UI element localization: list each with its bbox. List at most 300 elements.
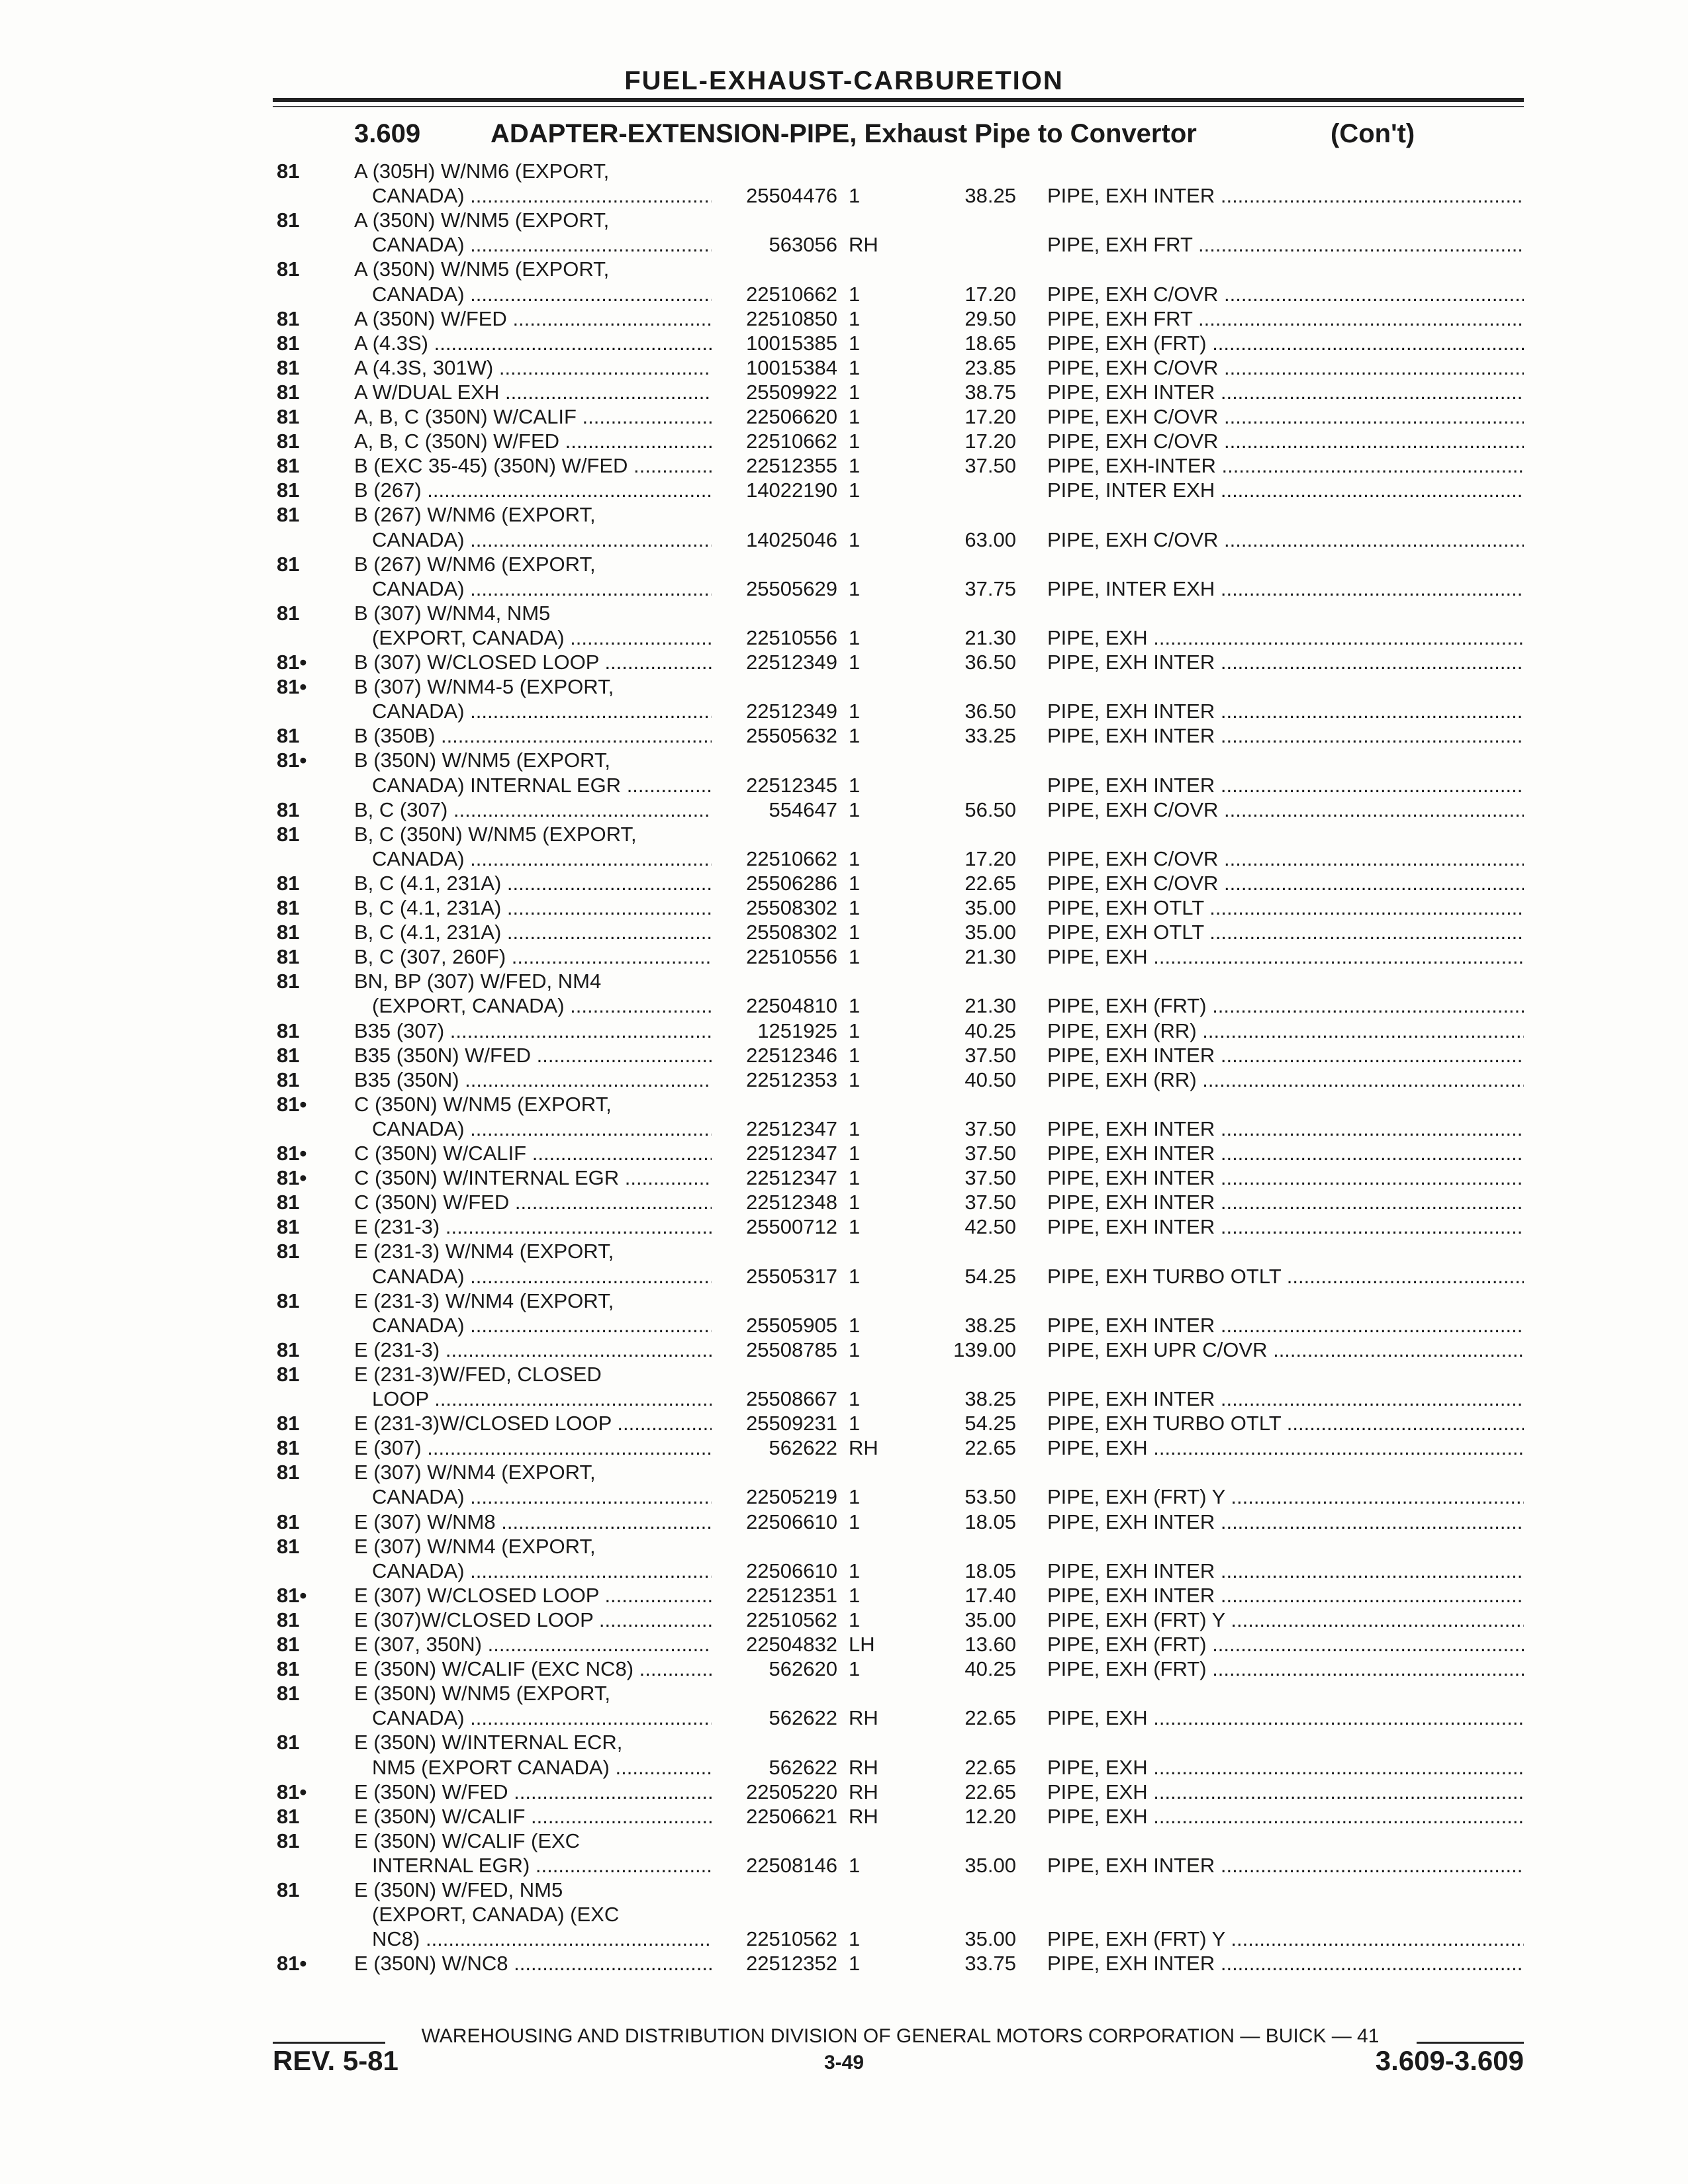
parts-row	[0, 576, 1688, 601]
parts-row	[0, 1927, 1688, 1951]
quantity: 1	[849, 626, 861, 649]
quantity: 1	[849, 921, 861, 944]
part-name: PIPE, EXH C/OVR .....	[1047, 871, 1524, 895]
parts-row	[0, 1534, 1688, 1559]
model-year: 81•	[277, 749, 307, 772]
part-name: PIPE, INTER EXH .....	[1047, 478, 1524, 502]
model-year: 81	[277, 823, 300, 846]
quantity: 1	[849, 1166, 861, 1189]
description: (EXPORT, CANADA) .....	[372, 625, 712, 650]
description: B, C (4.1, 231A) .....	[354, 871, 712, 895]
model-year: 81	[277, 1215, 300, 1238]
quantity: 1	[849, 307, 861, 330]
parts-row	[0, 306, 1688, 331]
description: CANADA) INTERNAL EGR .....	[372, 773, 712, 797]
part-number: 22506610	[746, 1559, 837, 1582]
model-year: 81	[277, 1019, 300, 1042]
description: (EXPORT, CANADA) (EXC	[372, 1903, 620, 1926]
parts-row	[0, 1608, 1688, 1632]
part-number: 22504832	[746, 1633, 837, 1656]
description: A (4.3S, 301W) .....	[354, 355, 712, 380]
description: E (231-3) W/NM4 (EXPORT,	[354, 1289, 614, 1312]
price: 35.00	[964, 1854, 1016, 1877]
price: 35.00	[964, 1608, 1016, 1631]
part-name: PIPE, EXH INTER .....	[1047, 1387, 1524, 1411]
description: B (267) W/NM6 (EXPORT,	[354, 503, 596, 526]
part-number: 563056	[769, 233, 837, 256]
part-number: 22512347	[746, 1142, 837, 1165]
description: B35 (307) .....	[354, 1019, 712, 1043]
parts-row	[0, 1190, 1688, 1214]
parts-row	[0, 552, 1688, 576]
header-rule-thick	[273, 98, 1524, 102]
parts-row	[0, 1510, 1688, 1534]
price: 40.25	[964, 1019, 1016, 1042]
part-number: 25508785	[746, 1338, 837, 1361]
part-number: 562620	[769, 1657, 837, 1680]
part-name: PIPE, EXH INTER .....	[1047, 1214, 1524, 1239]
description: B (267) W/NM6 (EXPORT,	[354, 553, 596, 576]
price: 33.75	[964, 1952, 1016, 1975]
description: E (307) W/NM4 (EXPORT,	[354, 1535, 596, 1558]
part-number: 22510850	[746, 307, 837, 330]
description: B, C (4.1, 231A) .....	[354, 895, 712, 920]
model-year: 81	[277, 945, 300, 968]
model-year: 81	[277, 1289, 300, 1312]
price: 21.30	[964, 994, 1016, 1017]
parts-row	[0, 723, 1688, 748]
description: CANADA) .....	[372, 846, 712, 871]
price: 38.25	[964, 1314, 1016, 1337]
part-number: 22510662	[746, 283, 837, 306]
part-name: PIPE, EXH INTER .....	[1047, 1165, 1524, 1190]
description: E (350N) W/CALIF .....	[354, 1804, 712, 1829]
parts-row	[0, 748, 1688, 772]
parts-row	[0, 1853, 1688, 1878]
parts-row	[0, 527, 1688, 552]
part-number: 10015384	[746, 356, 837, 379]
price: 29.50	[964, 307, 1016, 330]
parts-row	[0, 331, 1688, 355]
part-number: 562622	[769, 1436, 837, 1459]
part-name: PIPE, EXH INTER .....	[1047, 1141, 1524, 1165]
parts-row	[0, 920, 1688, 944]
part-number: 562622	[769, 1706, 837, 1729]
section-number: 3.609	[354, 119, 421, 148]
quantity: 1	[849, 774, 861, 797]
description: LOOP .....	[372, 1387, 712, 1411]
price: 22.65	[964, 1756, 1016, 1779]
part-name: PIPE, EXH INTER .....	[1047, 380, 1524, 404]
quantity: 1	[849, 1559, 861, 1582]
part-name: PIPE, EXH .....	[1047, 944, 1524, 969]
description: CANADA) .....	[372, 1116, 712, 1141]
description: E (231-3) W/NM4 (EXPORT,	[354, 1240, 614, 1263]
quantity: 1	[849, 1412, 861, 1435]
model-year: 81	[277, 381, 300, 404]
description: CANADA) .....	[372, 282, 712, 306]
part-name: PIPE, EXH FRT .....	[1047, 232, 1524, 257]
description: CANADA) .....	[372, 1484, 712, 1509]
model-year: 81	[277, 1461, 300, 1484]
part-name: PIPE, EXH C/OVR .....	[1047, 527, 1524, 552]
model-year: 81	[277, 1436, 300, 1459]
part-name: PIPE, EXH FRT .....	[1047, 306, 1524, 331]
quantity: 1	[849, 945, 861, 968]
price: 35.00	[964, 896, 1016, 919]
description: C (350N) W/FED .....	[354, 1190, 712, 1214]
model-year: 81	[277, 1829, 300, 1852]
part-number: 25508667	[746, 1387, 837, 1410]
description: B (307) W/NM4, NM5	[354, 602, 551, 625]
model-year: 81	[277, 896, 300, 919]
price: 37.75	[964, 577, 1016, 600]
model-year: 81	[277, 1633, 300, 1656]
quantity: 1	[849, 896, 861, 919]
price: 17.40	[964, 1584, 1016, 1607]
parts-row	[0, 1362, 1688, 1387]
part-number: 22512351	[746, 1584, 837, 1607]
description: A (4.3S) .....	[354, 331, 712, 355]
price: 13.60	[964, 1633, 1016, 1656]
parts-row	[0, 1951, 1688, 1976]
quantity: 1	[849, 1584, 861, 1607]
part-name: PIPE, EXH INTER .....	[1047, 1313, 1524, 1338]
part-number: 14022190	[746, 478, 837, 502]
model-year: 81•	[277, 1166, 307, 1189]
footer-revision: REV. 5-81	[273, 2045, 399, 2076]
part-number: 25504476	[746, 184, 837, 207]
footer-division: WAREHOUSING AND DISTRIBUTION DIVISION OF GENERAL MOTORS CORPORATION — BUICK — 41	[421, 2025, 1380, 2047]
description: CANADA) .....	[372, 699, 712, 723]
price: 22.65	[964, 872, 1016, 895]
model-year: 81	[277, 1412, 300, 1435]
quantity: 1	[849, 577, 861, 600]
quantity: RH	[849, 1805, 878, 1828]
parts-row	[0, 453, 1688, 478]
part-name: PIPE, EXH OTLT .....	[1047, 895, 1524, 920]
quantity: 1	[849, 847, 861, 870]
part-number: 22512345	[746, 774, 837, 797]
quantity: 1	[849, 1142, 861, 1165]
price: 56.50	[964, 798, 1016, 821]
price: 40.50	[964, 1068, 1016, 1091]
quantity: 1	[849, 1387, 861, 1410]
price: 22.65	[964, 1706, 1016, 1729]
quantity: 1	[849, 528, 861, 551]
part-name: PIPE, EXH INTER .....	[1047, 1951, 1524, 1976]
model-year: 81	[277, 159, 300, 183]
parts-row	[0, 1092, 1688, 1116]
model-year: 81	[277, 208, 300, 232]
parts-row	[0, 601, 1688, 625]
parts-row	[0, 699, 1688, 723]
part-number: 554647	[769, 798, 837, 821]
model-year: 81	[277, 503, 300, 526]
part-number: 22510562	[746, 1608, 837, 1631]
parts-row	[0, 1730, 1688, 1754]
part-name: PIPE, EXH INTER .....	[1047, 1853, 1524, 1878]
part-number: 14025046	[746, 528, 837, 551]
quantity: 1	[849, 700, 861, 723]
price: 37.50	[964, 1117, 1016, 1140]
part-name: PIPE, EXH C/OVR .....	[1047, 797, 1524, 822]
description: C (350N) W/NM5 (EXPORT,	[354, 1093, 612, 1116]
model-year: 81•	[277, 675, 307, 698]
quantity: 1	[849, 1854, 861, 1877]
header-title: FUEL-EXHAUST-CARBURETION	[624, 66, 1064, 95]
part-name: PIPE, EXH .....	[1047, 1755, 1524, 1780]
parts-row	[0, 1755, 1688, 1780]
section-title: ADAPTER-EXTENSION-PIPE, Exhaust Pipe to Convertor	[491, 119, 1197, 148]
model-year: 81•	[277, 1093, 307, 1116]
footer-page-number: 3-49	[823, 2052, 865, 2073]
part-number: 25508302	[746, 896, 837, 919]
part-name: PIPE, EXH INTER .....	[1047, 650, 1524, 674]
part-name: PIPE, EXH (FRT) Y .....	[1047, 1608, 1524, 1632]
part-name: PIPE, EXH INTER .....	[1047, 183, 1524, 208]
quantity: 1	[849, 1485, 861, 1508]
description: (EXPORT, CANADA) .....	[372, 993, 712, 1018]
part-number: 25505317	[746, 1265, 837, 1288]
description: B (307) W/CLOSED LOOP .....	[354, 650, 712, 674]
part-name: PIPE, EXH .....	[1047, 625, 1524, 650]
parts-row	[0, 1878, 1688, 1902]
model-year: 81	[277, 332, 300, 355]
parts-row	[0, 183, 1688, 208]
part-name: PIPE, EXH INTER .....	[1047, 1510, 1524, 1534]
parts-row	[0, 1804, 1688, 1829]
description: C (350N) W/CALIF .....	[354, 1141, 712, 1165]
quantity: 1	[849, 1117, 861, 1140]
model-year: 81	[277, 1363, 300, 1386]
description: CANADA) .....	[372, 232, 712, 257]
parts-row	[0, 969, 1688, 993]
price: 17.20	[964, 405, 1016, 428]
model-year: 81	[277, 1338, 300, 1361]
quantity: 1	[849, 1265, 861, 1288]
description: C (350N) W/INTERNAL EGR .....	[354, 1165, 712, 1190]
quantity: 1	[849, 1044, 861, 1067]
price: 139.00	[953, 1338, 1016, 1361]
price: 18.05	[964, 1510, 1016, 1533]
description: E (350N) W/NC8 .....	[354, 1951, 712, 1976]
part-number: 562622	[769, 1756, 837, 1779]
part-name: PIPE, EXH (FRT) Y .....	[1047, 1927, 1524, 1951]
price: 21.30	[964, 945, 1016, 968]
part-name: PIPE, EXH C/OVR .....	[1047, 429, 1524, 453]
price: 12.20	[964, 1805, 1016, 1828]
parts-row	[0, 1583, 1688, 1608]
part-number: 22510562	[746, 1927, 837, 1950]
price: 23.85	[964, 356, 1016, 379]
price: 37.50	[964, 1166, 1016, 1189]
model-year: 81	[277, 1191, 300, 1214]
parts-row	[0, 871, 1688, 895]
description: E (307)W/CLOSED LOOP .....	[354, 1608, 712, 1632]
description: E (231-3)W/CLOSED LOOP .....	[354, 1411, 712, 1435]
parts-row	[0, 282, 1688, 306]
part-name: PIPE, EXH OTLT .....	[1047, 920, 1524, 944]
parts-row	[0, 159, 1688, 183]
part-name: PIPE, EXH-INTER .....	[1047, 453, 1524, 478]
part-name: PIPE, EXH C/OVR .....	[1047, 355, 1524, 380]
price: 17.20	[964, 847, 1016, 870]
parts-row	[0, 1239, 1688, 1263]
part-number: 22512348	[746, 1191, 837, 1214]
quantity: 1	[849, 283, 861, 306]
parts-row	[0, 478, 1688, 502]
model-year: 81	[277, 1657, 300, 1680]
part-name: PIPE, EXH INTER .....	[1047, 1190, 1524, 1214]
part-number: 22506610	[746, 1510, 837, 1533]
price: 33.25	[964, 724, 1016, 747]
description: B, C (307) .....	[354, 797, 712, 822]
quantity: 1	[849, 724, 861, 747]
parts-row	[0, 1460, 1688, 1484]
parts-row	[0, 1068, 1688, 1092]
quantity: 1	[849, 651, 861, 674]
part-name: PIPE, EXH (FRT) .....	[1047, 1632, 1524, 1657]
description: B35 (350N) .....	[354, 1068, 712, 1092]
parts-row	[0, 822, 1688, 846]
model-year: 81	[277, 1608, 300, 1631]
description: A (350N) W/FED .....	[354, 306, 712, 331]
part-number: 22512347	[746, 1117, 837, 1140]
price: 17.20	[964, 430, 1016, 453]
part-number: 22512347	[746, 1166, 837, 1189]
price: 42.50	[964, 1215, 1016, 1238]
part-name: PIPE, EXH INTER .....	[1047, 699, 1524, 723]
part-number: 10015385	[746, 332, 837, 355]
model-year: 81	[277, 1044, 300, 1067]
parts-row	[0, 257, 1688, 281]
part-name: PIPE, EXH INTER .....	[1047, 1559, 1524, 1583]
part-name: PIPE, EXH (RR) .....	[1047, 1019, 1524, 1043]
description: B, C (4.1, 231A) .....	[354, 920, 712, 944]
price: 37.50	[964, 454, 1016, 477]
part-number: 25509922	[746, 381, 837, 404]
model-year: 81	[277, 1805, 300, 1828]
quantity: 1	[849, 356, 861, 379]
parts-row	[0, 1165, 1688, 1190]
model-year: 81•	[277, 1584, 307, 1607]
part-name: PIPE, EXH (FRT) Y .....	[1047, 1484, 1524, 1509]
parts-row	[0, 625, 1688, 650]
model-year: 81	[277, 970, 300, 993]
description: E (350N) W/FED, NM5	[354, 1878, 563, 1901]
part-name: PIPE, EXH .....	[1047, 1804, 1524, 1829]
parts-row	[0, 1829, 1688, 1853]
quantity: 1	[849, 1608, 861, 1631]
quantity: 1	[849, 1019, 861, 1042]
description: E (231-3)W/FED, CLOSED	[354, 1363, 602, 1386]
description: A (305H) W/NM6 (EXPORT,	[354, 159, 610, 183]
quantity: 1	[849, 1215, 861, 1238]
description: CANADA) .....	[372, 1706, 712, 1730]
model-year: 81•	[277, 1142, 307, 1165]
price: 54.25	[964, 1265, 1016, 1288]
parts-row	[0, 208, 1688, 232]
price: 53.50	[964, 1485, 1016, 1508]
part-name: PIPE, EXH .....	[1047, 1435, 1524, 1460]
parts-row	[0, 1780, 1688, 1804]
part-number: 22512349	[746, 700, 837, 723]
part-number: 1251925	[757, 1019, 837, 1042]
part-name: PIPE, EXH .....	[1047, 1706, 1524, 1730]
part-name: PIPE, EXH (FRT) .....	[1047, 331, 1524, 355]
quantity: RH	[849, 1436, 878, 1459]
description: E (231-3) .....	[354, 1338, 712, 1362]
parts-row	[0, 380, 1688, 404]
section-continued: (Con't)	[1331, 119, 1415, 148]
description: E (350N) W/FED .....	[354, 1780, 712, 1804]
parts-row	[0, 1313, 1688, 1338]
part-number: 22512352	[746, 1952, 837, 1975]
description: CANADA) .....	[372, 1313, 712, 1338]
description: B (267) .....	[354, 478, 712, 502]
description: CANADA) .....	[372, 183, 712, 208]
parts-row	[0, 232, 1688, 257]
quantity: 1	[849, 872, 861, 895]
quantity: 1	[849, 1510, 861, 1533]
parts-row	[0, 1632, 1688, 1657]
model-year: 81•	[277, 1952, 307, 1975]
model-year: 81	[277, 1878, 300, 1901]
part-number: 25506286	[746, 872, 837, 895]
price: 54.25	[964, 1412, 1016, 1435]
price: 37.50	[964, 1142, 1016, 1165]
model-year: 81	[277, 724, 300, 747]
parts-row	[0, 1657, 1688, 1681]
parts-row	[0, 944, 1688, 969]
parts-row	[0, 1043, 1688, 1068]
part-number: 22506620	[746, 405, 837, 428]
part-name: PIPE, EXH UPR C/OVR .....	[1047, 1338, 1524, 1362]
parts-row	[0, 650, 1688, 674]
part-number: 22512353	[746, 1068, 837, 1091]
price: 38.25	[964, 1387, 1016, 1410]
parts-row	[0, 773, 1688, 797]
parts-row	[0, 846, 1688, 871]
part-number: 22512355	[746, 454, 837, 477]
description: E (350N) W/CALIF (EXC	[354, 1829, 581, 1852]
part-number: 25508302	[746, 921, 837, 944]
quantity: 1	[849, 1927, 861, 1950]
description: A, B, C (350N) W/FED .....	[354, 429, 712, 453]
price: 38.25	[964, 184, 1016, 207]
part-number: 22505219	[746, 1485, 837, 1508]
parts-row	[0, 1141, 1688, 1165]
parts-row	[0, 1484, 1688, 1509]
model-year: 81•	[277, 1780, 307, 1803]
model-year: 81	[277, 602, 300, 625]
price: 22.65	[964, 1780, 1016, 1803]
part-name: PIPE, EXH TURBO OTLT .....	[1047, 1411, 1524, 1435]
description: NM5 (EXPORT CANADA) .....	[372, 1755, 712, 1780]
description: E (307) W/NM4 (EXPORT,	[354, 1461, 596, 1484]
model-year: 81	[277, 1510, 300, 1533]
quantity: 1	[849, 1338, 861, 1361]
price: 18.65	[964, 332, 1016, 355]
model-year: 81	[277, 307, 300, 330]
model-year: 81	[277, 553, 300, 576]
description: B, C (307, 260F) .....	[354, 944, 712, 969]
parts-row	[0, 1902, 1688, 1927]
parts-row	[0, 1681, 1688, 1706]
price: 21.30	[964, 626, 1016, 649]
description: NC8) .....	[372, 1927, 712, 1951]
